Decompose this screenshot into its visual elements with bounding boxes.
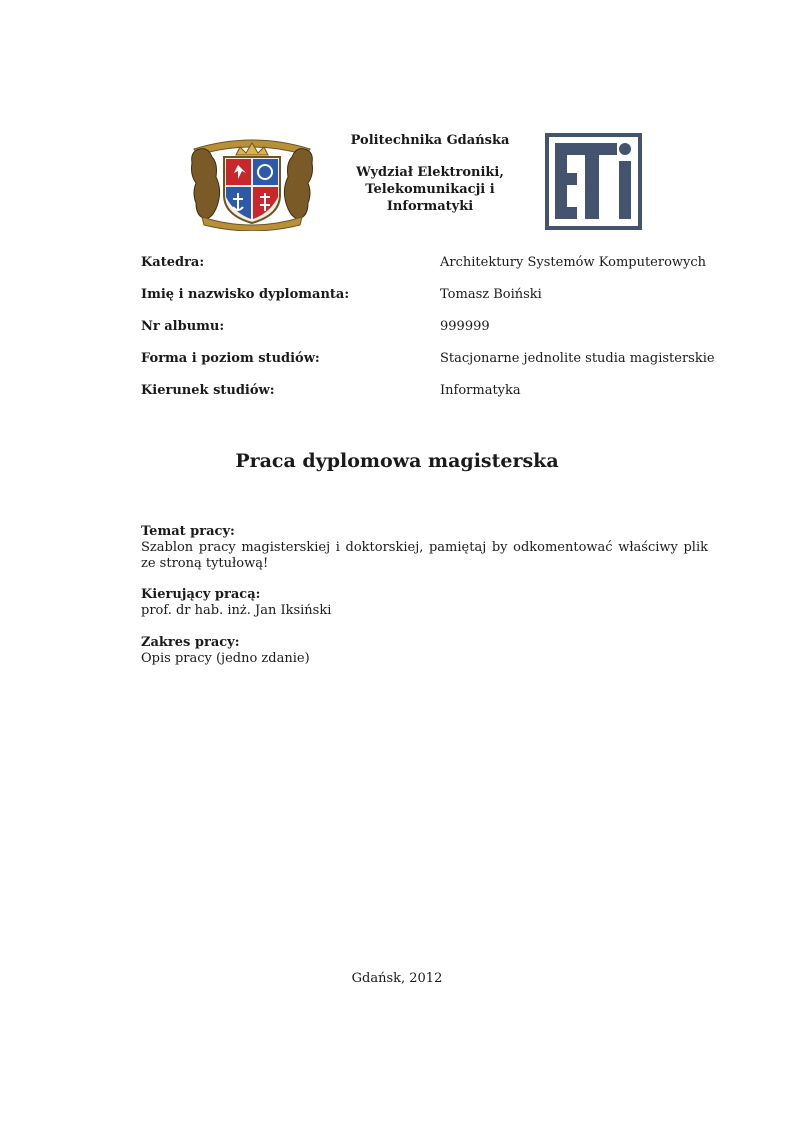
eti-logo bbox=[545, 133, 642, 230]
info-value: Architektury Systemów Komputerowych bbox=[440, 255, 707, 270]
section-body: prof. dr hab. inż. Jan Iksiński bbox=[141, 603, 332, 618]
university-header bbox=[322, 132, 538, 215]
info-row-student-name bbox=[141, 286, 701, 304]
section-heading: Zakres pracy: bbox=[141, 635, 240, 650]
info-value: Stacjonarne jednolite studia magisterskie bbox=[440, 351, 715, 366]
university-crest-logo bbox=[188, 133, 316, 231]
section-body: Opis pracy (jedno zdanie) bbox=[141, 651, 310, 666]
section-body: Szablon pracy magisterskiej i doktorskiej, pamiętaj by odkomentować właściwy plik ze stroną tytułową! bbox=[141, 540, 708, 571]
info-label: Forma i poziom studiów: bbox=[141, 351, 320, 366]
faculty-name-line2: Telekomunikacji i Informatyki bbox=[365, 182, 495, 214]
section-topic bbox=[141, 524, 708, 572]
info-label: Kierunek studiów: bbox=[141, 383, 275, 398]
info-row-field-of-study bbox=[141, 382, 701, 400]
info-label: Nr albumu: bbox=[141, 319, 225, 334]
section-supervisor bbox=[141, 587, 708, 619]
section-heading: Kierujący pracą: bbox=[141, 587, 261, 602]
info-label: Katedra: bbox=[141, 255, 205, 270]
info-value: Informatyka bbox=[440, 383, 521, 398]
section-scope bbox=[141, 635, 708, 667]
faculty-name-line1: Wydział Elektroniki, bbox=[356, 165, 504, 180]
info-row-study-form bbox=[141, 350, 715, 368]
section-heading: Temat pracy: bbox=[141, 524, 235, 539]
info-value: 999999 bbox=[440, 319, 490, 334]
thesis-title: Praca dyplomowa magisterska bbox=[235, 450, 559, 472]
info-row-department bbox=[141, 254, 707, 272]
place-and-date: Gdańsk, 2012 bbox=[351, 971, 443, 986]
info-value: Tomasz Boiński bbox=[440, 287, 542, 302]
info-label: Imię i nazwisko dyplomanta: bbox=[141, 287, 350, 302]
info-row-album-number bbox=[141, 318, 701, 336]
university-name: Politechnika Gdańska bbox=[350, 133, 510, 148]
